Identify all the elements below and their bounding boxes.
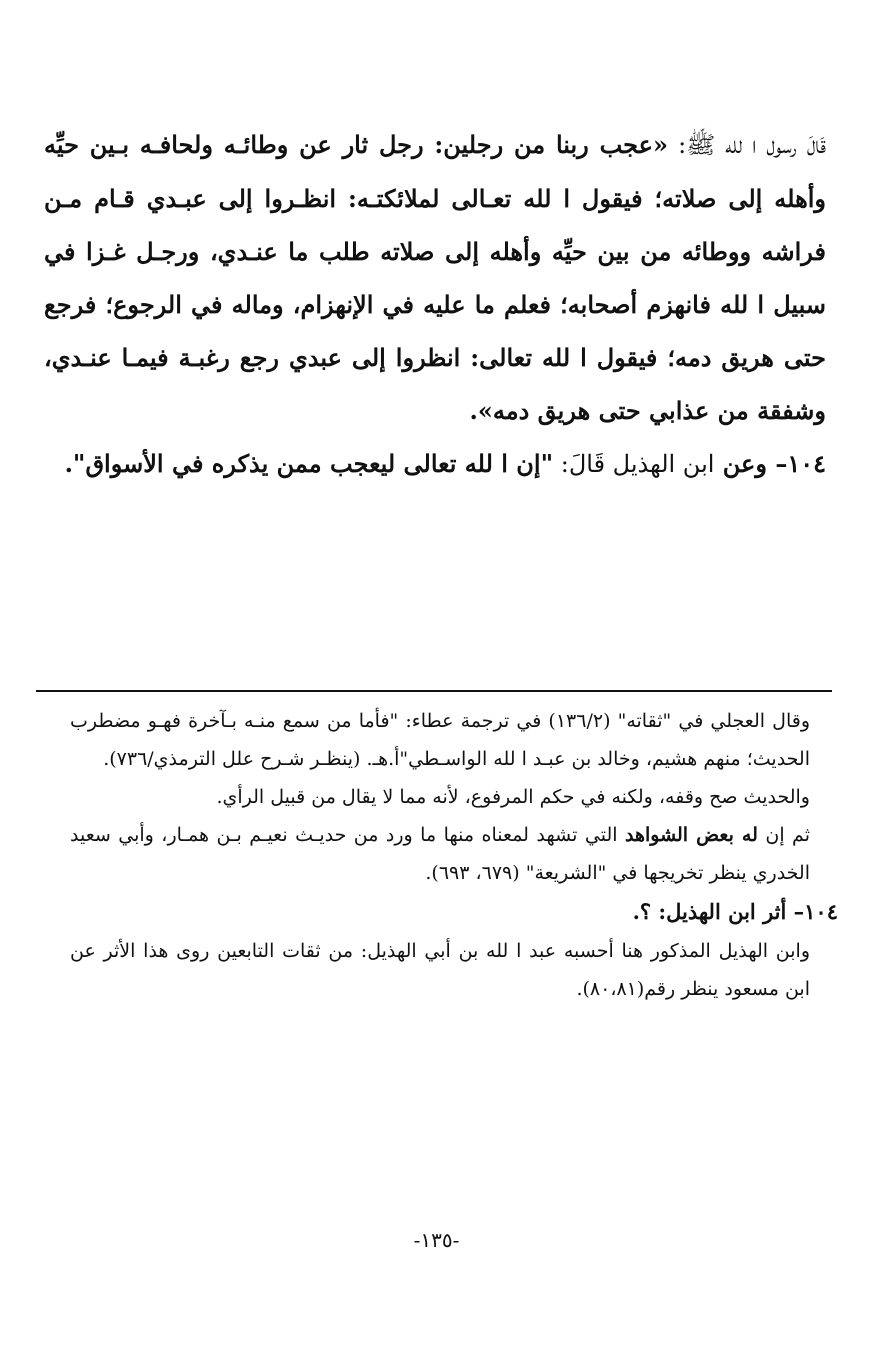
hadith-intro: قَالَ رسول ا لله ﷺ:	[668, 131, 826, 159]
footnotes	[70, 702, 838, 1008]
hadith-104-text: "إن ا لله تعالى ليعجب ممن يذكره في الأسواق".	[64, 449, 554, 478]
footnote-heading-104: ١٠٤– أثر ابن الهذيل: ؟.	[632, 899, 838, 924]
footnote-paragraph-2: والحديث صح وقفه، ولكنه في حكم المرفوع، لأنه مما لا يقال من قبيل الرأي.	[216, 786, 810, 808]
footnote-3-bold: له بعض الشواهد	[624, 824, 758, 846]
footnote-paragraph-1: وقال العجلي في "ثقاته" (١٣٦/٢) في ترجمة عطاء: "فأما من سمع منـه بـآخرة فهـو مضطرب الحديث؛ منهم هشيم، وخالد بن عبـد ا لله الواسـطي"أ.هـ. (ينظـر شـرح علل الترمذي/٧٣٦).	[70, 710, 810, 770]
footnote-3-lead: ثم إن	[757, 824, 810, 846]
hadith-body: «عجب ربنا من رجلين: رجل ثار عن وطائـه ولحافـه بـين حيِّه وأهله إلى صلاته؛ فيقول ا لله تعـالى لملائكتـه: انظـروا إلى عبـدي قـام مـن فراشه ووطائه من بين حيِّه وأهله إلى صلاته طلب ما عنـدي، ورجـل غـزا في سبيل ا لله فانهزم أصحابه؛ فعلم ما عليه في الإنهزام، وماله في الرجوع؛ فرجع حتى هريق دمه؛ فيقول ا لله تعالى: انظروا إلى عبدي رجع رغبـة فيمـا عنـدي، وشفقة من عذابي حتى هريق دمه».	[44, 130, 826, 425]
footnote-3-rest: التي تشهد لمعناه منها ما ورد من حديـث نعيـم بـن همـار، وأبي سعيد الخدري ينظر تخريجها في "الشريعة" (٦٧٩، ٦٩٣).	[70, 824, 810, 884]
hadith-paragraph	[44, 118, 826, 437]
hadith-104	[44, 437, 826, 491]
footnote-paragraph-3	[70, 816, 810, 892]
hadith-104-lead: وعن	[714, 449, 767, 478]
footnote-divider	[36, 690, 832, 692]
main-text	[44, 118, 826, 491]
hadith-104-number: ١٠٤–	[766, 449, 826, 478]
footnote-paragraph-4: وابن الهذيل المذكور هنا أحسبه عبد ا لله بن أبي الهذيل: من ثقات التابعين روى هذا الأثر عن ابن مسعود ينظر رقم(٨٠،٨١).	[70, 940, 810, 1000]
hadith-104-narrator: ابن الهذيل قَالَ:	[553, 450, 715, 478]
page-number: -١٣٥-	[413, 1228, 460, 1252]
